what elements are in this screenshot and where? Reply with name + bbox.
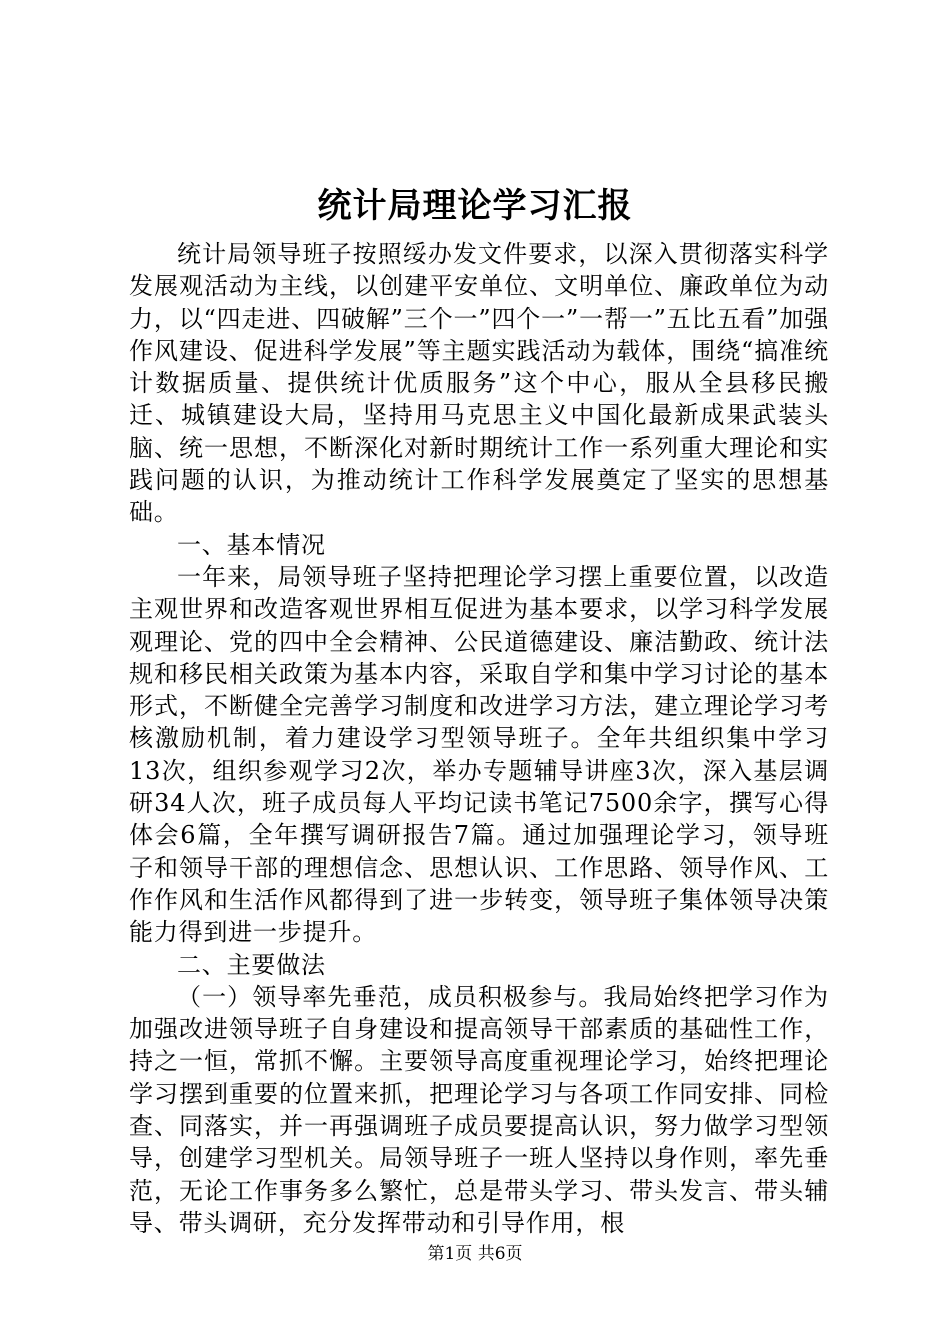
section-heading-main-practices: 二、主要做法 xyxy=(177,950,326,979)
document-body xyxy=(129,238,829,1239)
section-heading-basic-situation: 一、基本情况 xyxy=(177,530,326,559)
document-title: 统计局理论学习汇报 xyxy=(317,186,633,226)
paragraph-intro: 统计局领导班子按照绥办发文件要求，以深入贯彻落实科学发展观活动为主线，以创建平安单位、文明单位、廉政单位为动力，以“四走进、四破解”三个一”四个一”一帮一”五比五看”加强作风建设、促进科学发展”等主题实践活动为载体，围绕“搞准统计数据质量、提供统计优质服务”这个中心，服从全县移民搬迁、城镇建设大局，坚持用马克思主义中国化最新成果武装头脑、统一思想，不断深化对新时期统计工作一系列重大理论和实践问题的认识，为推动统计工作科学发展奠定了坚实的思想基础。 xyxy=(129,240,829,527)
paragraph-leadership-example: （一）领导率先垂范，成员积极参与。我局始终把学习作为加强改进领导班子自身建设和提高领导干部素质的基础性工作，持之一恒，常抓不懈。主要领导高度重视理论学习，始终把理论学习摆到重要的位置来抓，把理论学习与各项工作同安排、同检查、同落实，并一再强调班子成员要提高认识，努力做学习型领导，创建学习型机关。局领导班子一班人坚持以身作则，率先垂范，无论工作事务多么繁忙，总是带头学习、带头发言、带头辅导、带头调研，充分发挥带动和引导作用，根 xyxy=(129,982,829,1237)
paragraph-basic-situation: 一年来，局领导班子坚持把理论学习摆上重要位置，以改造主观世界和改造客观世界相互促进为基本要求，以学习科学发展观理论、党的四中全会精神、公民道德建设、廉洁勤政、统计法规和移民相关政策为基本内容，采取自学和集中学习讨论的基本形式，不断健全完善学习制度和改进学习方法，建立理论学习考核激励机制，着力建设学习型领导班子。全年共组织集中学习13次，组织参观学习2次，举办专题辅导讲座3次，深入基层调研34人次，班子成员每人平均记读书笔记7500余字，撰写心得体会6篇，全年撰写调研报告7篇。通过加强理论学习，领导班子和领导干部的理想信念、思想认识、工作思路、领导作风、工作作风和生活作风都得到了进一步转变，领导班子集体领导决策能力得到进一步提升。 xyxy=(129,562,829,947)
page-number-footer: 第1页 共6页 xyxy=(427,1244,523,1264)
